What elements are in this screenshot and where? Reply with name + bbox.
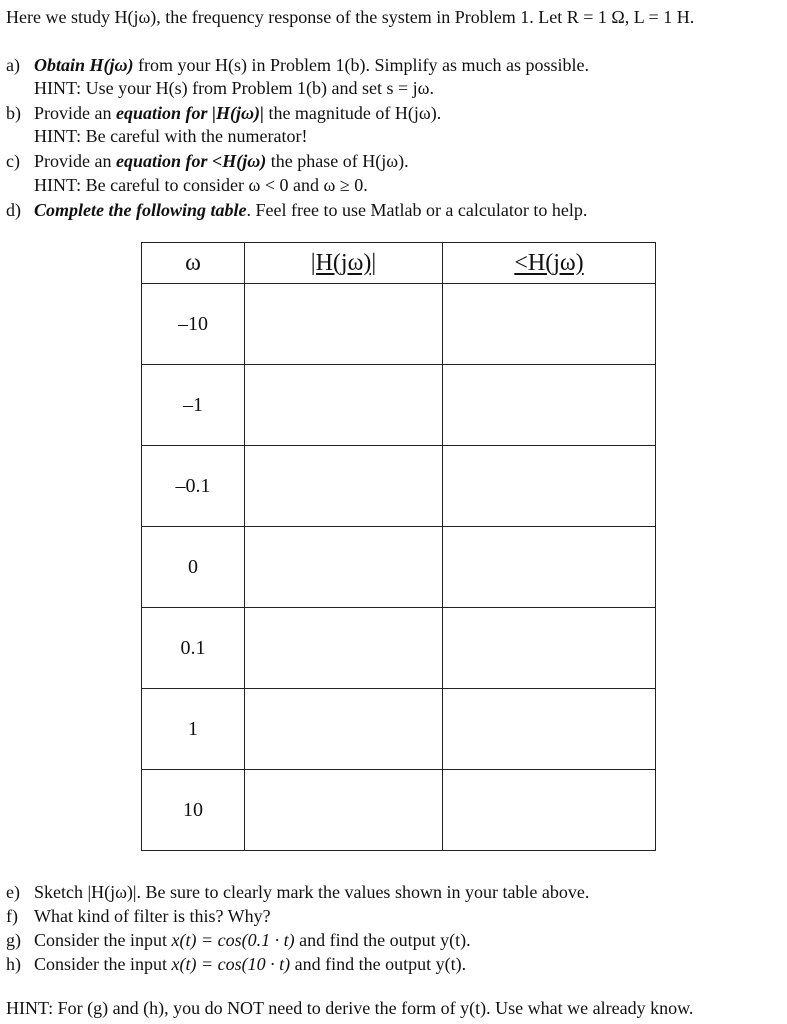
question-g (6, 929, 471, 951)
header-phase (443, 243, 656, 284)
question-f-label: f) (6, 906, 18, 926)
table-row (142, 689, 656, 770)
question-b (6, 102, 441, 124)
question-a-text: from your H(s) in Problem 1(b). Simplify as much as possible. (133, 55, 589, 75)
question-a-bold: Obtain H(jω) (34, 55, 134, 75)
table-row (142, 284, 656, 365)
question-d-text: . Feel free to use Matlab or a calculator to help. (246, 200, 588, 220)
question-c-label: c) (6, 151, 20, 171)
header-magnitude-label: |H(jω)| (310, 249, 377, 276)
question-c-text: the phase of H(jω). (266, 151, 409, 171)
question-d (6, 199, 587, 221)
question-a-hint: HINT: Use your H(s) from Problem 1(b) and set s = jω. (34, 78, 435, 98)
question-e-text: Sketch |H(jω)|. Be sure to clearly mark the values shown in your table above. (34, 882, 590, 902)
phase-cell[interactable] (443, 770, 656, 851)
question-f (6, 905, 271, 927)
magnitude-cell[interactable] (245, 527, 443, 608)
frequency-table (141, 242, 656, 851)
phase-cell[interactable] (443, 365, 656, 446)
omega-cell: 1 (142, 689, 245, 770)
phase-cell[interactable] (443, 608, 656, 689)
question-h-pre: Consider the input (34, 954, 172, 974)
table-row (142, 608, 656, 689)
question-g-math: x(t) = cos(0.1 · t) (171, 930, 295, 950)
table-header-row (142, 243, 656, 284)
question-b-bold: equation for |H(jω)| (115, 103, 264, 123)
omega-cell: 0 (142, 527, 245, 608)
phase-cell[interactable] (443, 446, 656, 527)
question-e (6, 881, 589, 903)
table-row (142, 365, 656, 446)
question-g-text: and find the output y(t). (294, 930, 471, 950)
magnitude-cell[interactable] (245, 446, 443, 527)
question-b-hint: HINT: Be careful with the numerator! (34, 126, 308, 146)
table-row (142, 446, 656, 527)
phase-cell[interactable] (443, 527, 656, 608)
question-a-label: a) (6, 55, 20, 75)
question-c (6, 150, 409, 172)
omega-cell: 0.1 (142, 608, 245, 689)
question-h-text: and find the output y(t). (290, 954, 467, 974)
magnitude-cell[interactable] (245, 608, 443, 689)
magnitude-cell[interactable] (245, 689, 443, 770)
question-c-bold: equation for <H(jω) (115, 151, 267, 171)
question-b-pre: Provide an (34, 103, 116, 123)
question-a (6, 54, 589, 76)
header-magnitude (245, 243, 443, 284)
omega-cell: –1 (142, 365, 245, 446)
header-phase-label: <H(jω) (514, 249, 584, 276)
omega-cell: –0.1 (142, 446, 245, 527)
magnitude-cell[interactable] (245, 284, 443, 365)
question-d-bold: Complete the following table (34, 200, 247, 220)
omega-cell: 10 (142, 770, 245, 851)
question-b-text: the magnitude of H(jω). (263, 103, 442, 123)
magnitude-cell[interactable] (245, 770, 443, 851)
question-h-math: x(t) = cos(10 · t) (171, 954, 291, 974)
question-g-pre: Consider the input (34, 930, 172, 950)
question-h (6, 953, 466, 975)
question-f-text: What kind of filter is this? Why? (34, 906, 271, 926)
question-c-pre: Provide an (34, 151, 116, 171)
table-row (142, 770, 656, 851)
magnitude-cell[interactable] (245, 365, 443, 446)
question-h-label: h) (6, 954, 21, 974)
intro-text: Here we study H(jω), the frequency response of the system in Problem 1. Let R = 1 Ω, L = 1 H. (6, 7, 695, 27)
question-b-label: b) (6, 103, 21, 123)
omega-cell: –10 (142, 284, 245, 365)
final-hint: HINT: For (g) and (h), you do NOT need to derive the form of y(t). Use what we already know. (6, 998, 694, 1018)
question-e-label: e) (6, 882, 20, 902)
table-row (142, 527, 656, 608)
phase-cell[interactable] (443, 284, 656, 365)
phase-cell[interactable] (443, 689, 656, 770)
question-c-hint: HINT: Be careful to consider ω < 0 and ω ≥ 0. (34, 175, 368, 195)
question-d-label: d) (6, 200, 21, 220)
header-omega: ω (142, 243, 245, 284)
question-g-label: g) (6, 930, 21, 950)
